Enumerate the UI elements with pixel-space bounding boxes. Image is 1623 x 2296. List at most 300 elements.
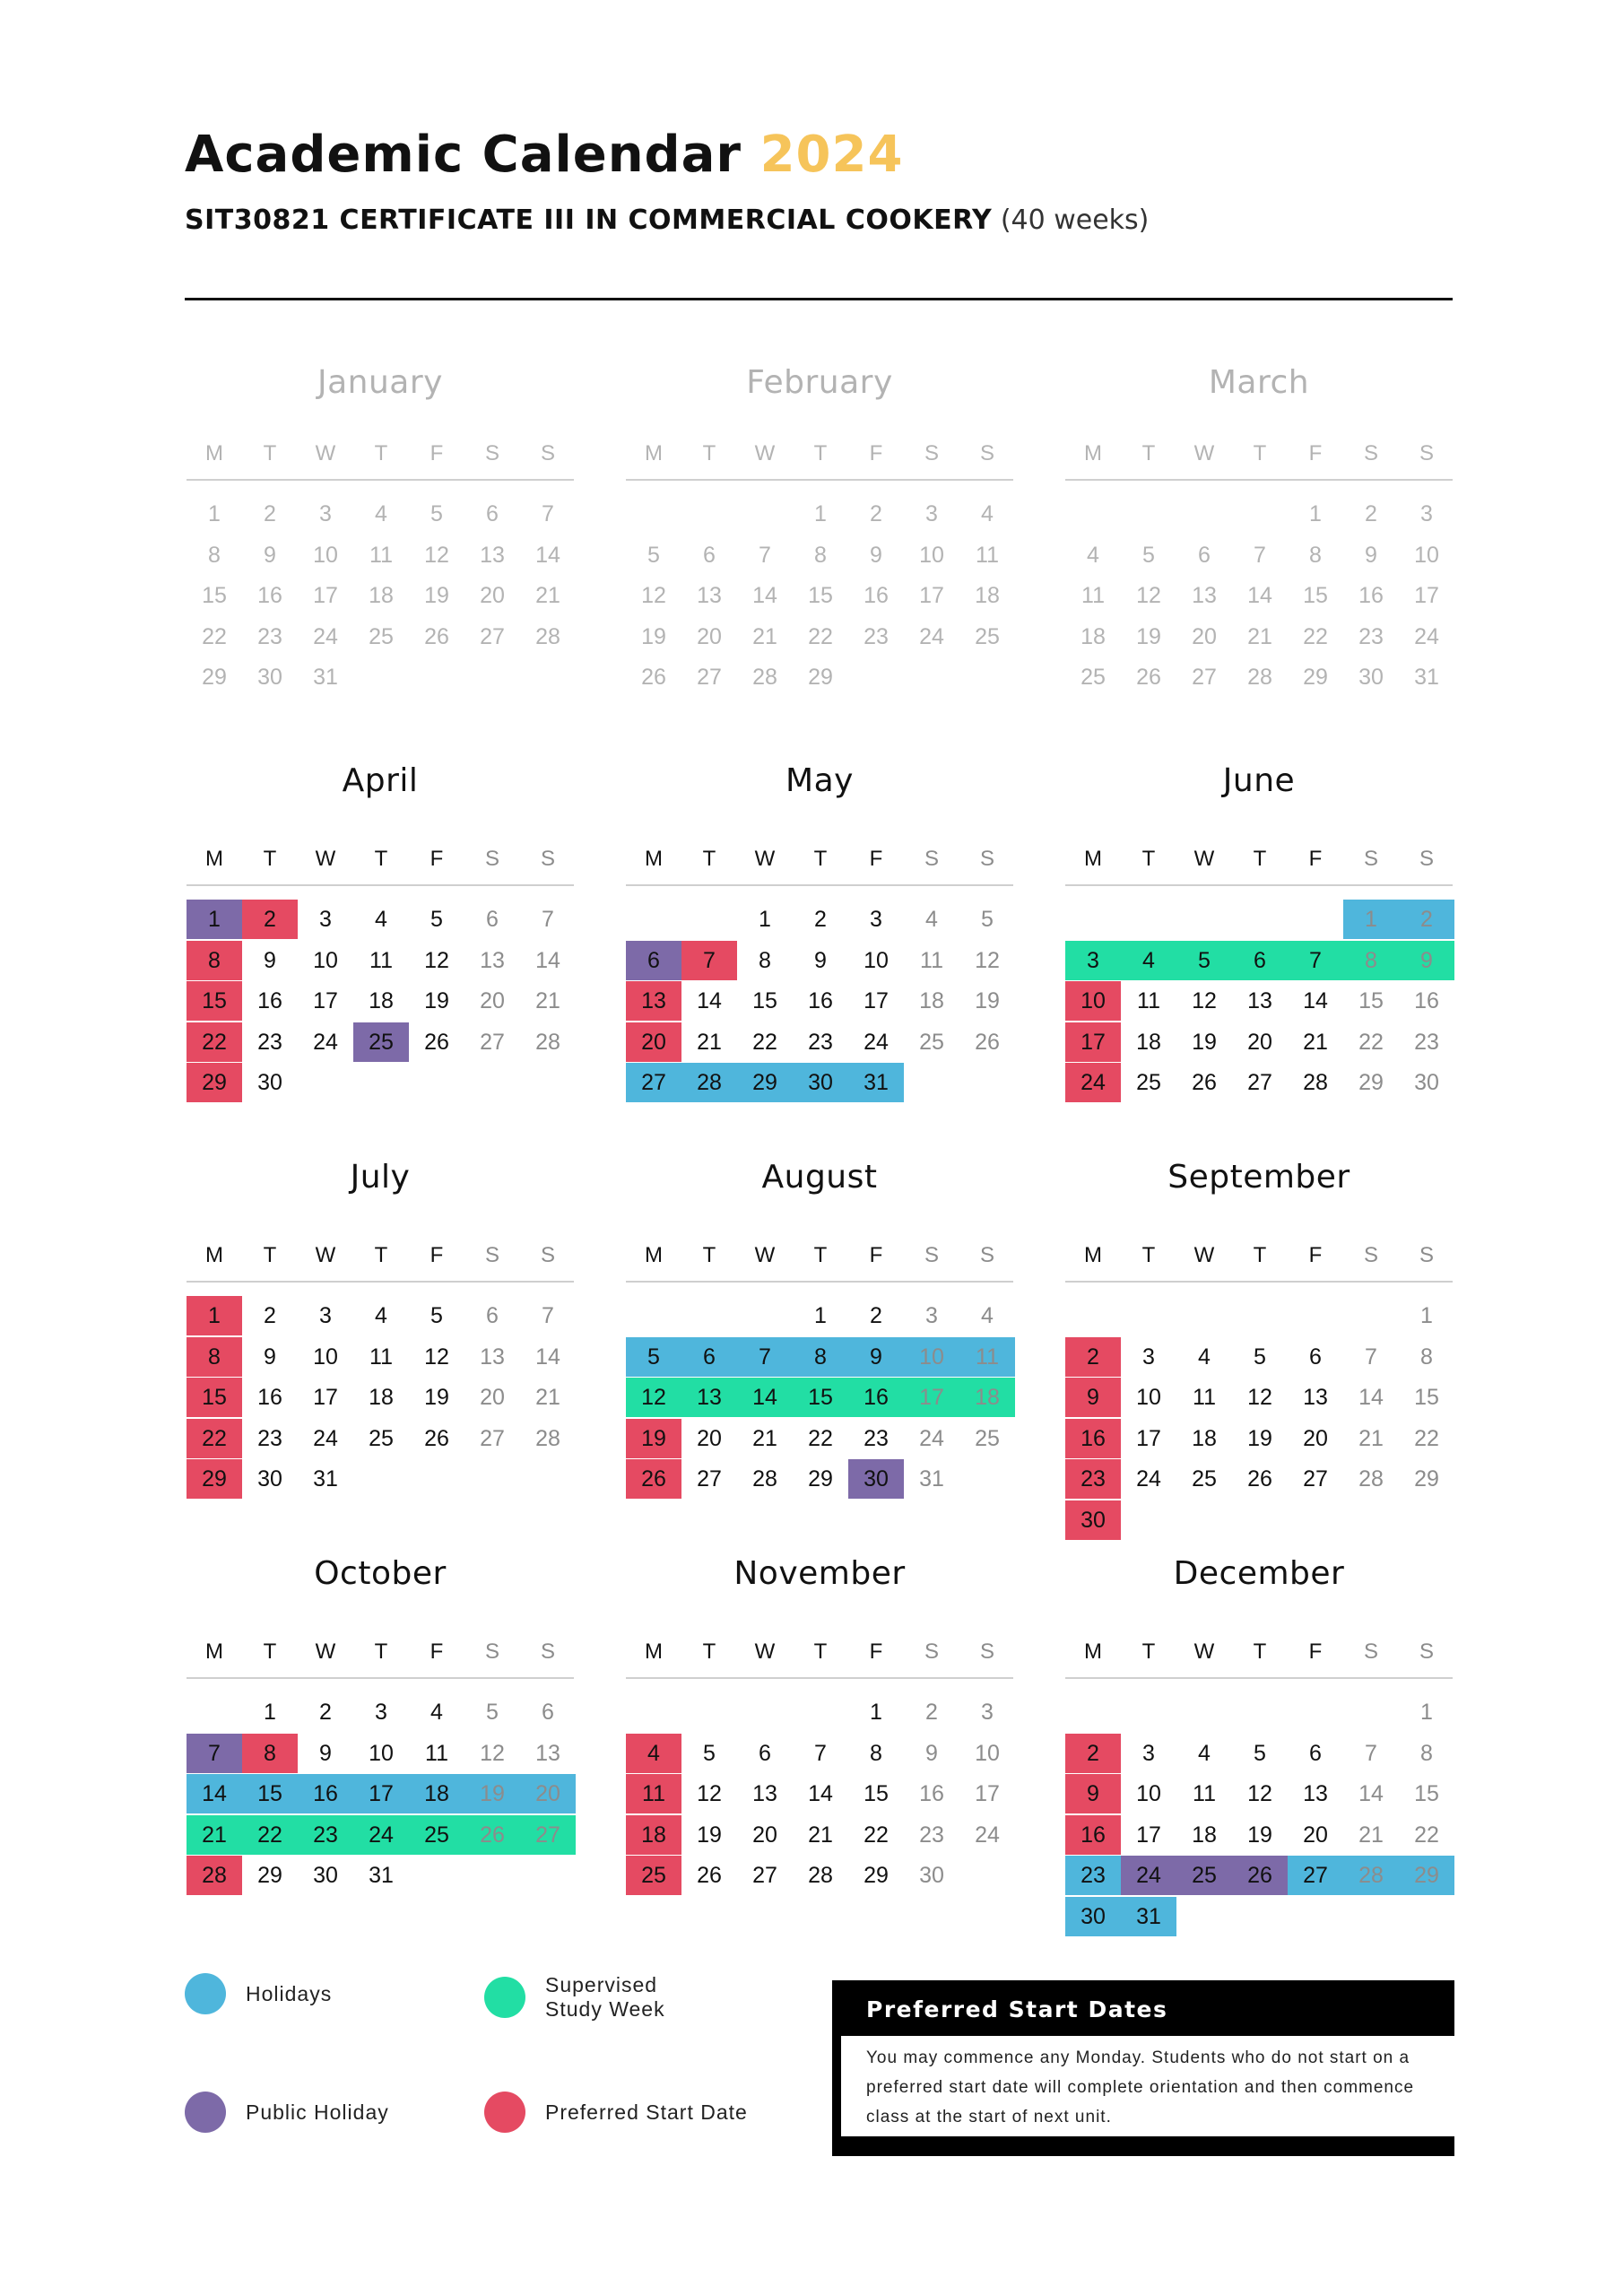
day-cell: 29 [1399,1856,1454,1895]
day-cell: 28 [187,1856,242,1895]
day-cell: 23 [257,1425,282,1451]
day-cell: 30 [919,1863,944,1888]
day-cell: 8 [187,1337,242,1377]
day-cell: 18 [1136,1029,1161,1055]
day-cell: 5 [1254,1344,1266,1370]
weekday-header: W [315,1639,336,1664]
day-cell: 26 [1232,1856,1288,1895]
day-cell: 4 [925,907,938,932]
weekday-header: W [315,847,336,871]
weekday-header: M [1084,847,1102,871]
day-cell: 17 [313,988,338,1013]
day-cell: 12 [480,1740,505,1766]
day-cell: 1 [1420,1700,1433,1725]
day-cell: 20 [480,583,505,608]
weekday-header: F [869,441,883,465]
day-cell: 15 [1358,988,1384,1013]
weekday-header: W [315,441,336,465]
day-cell: 28 [1343,1856,1399,1895]
weekday-header: S [1363,441,1378,465]
day-cell: 29 [808,1466,833,1492]
day-cell: 18 [1081,623,1106,649]
weekday-header: T [1253,1639,1267,1664]
day-cell: 10 [1136,1781,1161,1806]
day-cell: 8 [1420,1344,1433,1370]
weekday-header: T [1253,1243,1267,1267]
day-cell: 27 [520,1815,576,1855]
day-cell: 25 [626,1856,681,1895]
weekday-header: S [1363,1243,1378,1267]
day-cell: 30 [1414,1070,1439,1095]
day-cell: 30 [1065,1897,1121,1936]
day-cell: 14 [752,583,777,608]
month-january [187,364,574,759]
day-cell: 23 [808,1029,833,1055]
day-cell: 13 [480,947,505,973]
day-cell: 29 [737,1063,793,1102]
legend-label: Preferred Start Date [545,2100,748,2124]
month-name: May [785,762,854,799]
day-cell: 2 [1399,900,1454,939]
day-cell: 25 [975,1425,1000,1451]
day-cell: 29 [187,1459,242,1499]
day-cell: 4 [375,501,387,526]
day-cell: 7 [542,1303,554,1328]
day-cell: 29 [808,665,833,690]
day-cell: 6 [626,941,681,980]
course-subtitle [185,204,1149,236]
weekday-header: T [702,441,716,465]
day-cell: 14 [1247,583,1272,608]
day-cell: 5 [647,542,660,568]
day-cell: 6 [486,907,499,932]
weekday-header: W [754,847,776,871]
weekday-header: M [645,1243,663,1267]
weekday-header: T [702,847,716,871]
weekday-header: M [205,1639,223,1664]
day-cell: 22 [1358,1029,1384,1055]
day-cell: 11 [425,1740,448,1766]
day-cell: 26 [641,665,666,690]
day-cell: 28 [1247,665,1272,690]
day-cell: 11 [976,542,999,568]
day-cell: 23 [919,1822,944,1848]
day-cell: 3 [925,1303,938,1328]
weekday-header: S [1419,1243,1434,1267]
day-cell: 29 [1303,665,1328,690]
day-cell: 21 [535,1385,560,1410]
month-divider [187,1281,574,1283]
month-march [1065,364,1453,759]
day-cell: 5 [1254,1740,1266,1766]
day-cell: 8 [759,947,771,973]
day-cell: 19 [424,1385,449,1410]
day-cell: 25 [353,1022,409,1062]
day-cell: 22 [752,1029,777,1055]
weekday-header: F [430,1639,444,1664]
day-cell: 8 [814,542,827,568]
day-cell: 23 [298,1815,353,1855]
day-cell: 23 [1065,1459,1121,1499]
day-cell: 25 [919,1029,944,1055]
day-cell: 2 [1065,1337,1121,1377]
day-cell: 24 [313,623,338,649]
day-cell: 30 [848,1459,904,1499]
day-cell: 4 [626,1734,681,1773]
day-cell: 27 [480,1029,505,1055]
weekday-header: F [1308,1639,1323,1664]
day-cell: 24 [919,623,944,649]
day-cell: 1 [1309,501,1322,526]
day-cell: 6 [703,542,716,568]
day-cell: 14 [1303,988,1328,1013]
month-name: June [1222,762,1296,799]
day-cell: 27 [626,1063,681,1102]
day-cell: 4 [1121,941,1176,980]
day-cell: 27 [1192,665,1217,690]
month-divider [626,479,1013,481]
month-divider [187,479,574,481]
day-cell: 27 [752,1863,777,1888]
month-name: February [746,364,893,401]
day-cell: 6 [486,1303,499,1328]
day-cell: 25 [1192,1466,1217,1492]
day-cell: 24 [1121,1856,1176,1895]
day-cell: 17 [919,583,944,608]
day-cell: 11 [1193,1781,1216,1806]
day-cell: 29 [187,1063,242,1102]
month-february [626,364,1013,759]
day-cell: 5 [486,1700,499,1725]
weekday-header: S [484,441,499,465]
weekday-header: F [430,1243,444,1267]
month-june [1065,762,1453,1164]
day-cell: 26 [975,1029,1000,1055]
day-cell: 10 [1136,1385,1161,1410]
day-cell: 27 [1288,1856,1343,1895]
month-name: November [733,1555,906,1592]
legend-supervised-study-week [484,1973,665,2022]
day-cell: 15 [1414,1385,1439,1410]
day-cell: 8 [1343,941,1399,980]
month-september [1065,1159,1453,1561]
day-cell: 18 [409,1774,464,1813]
day-cell: 26 [697,1863,722,1888]
month-divider [1065,1677,1453,1679]
day-cell: 17 [1136,1425,1161,1451]
day-cell: 4 [430,1700,443,1725]
day-cell: 2 [925,1700,938,1725]
legend-label: Supervised Study Week [545,1973,665,2021]
day-cell: 24 [975,1822,1000,1848]
public-holiday-swatch [185,2092,226,2133]
holidays-swatch [185,1973,226,2014]
day-cell: 11 [369,947,393,973]
day-cell: 5 [703,1740,716,1766]
day-cell: 31 [313,665,338,690]
weekday-header: T [1141,1243,1156,1267]
day-cell: 17 [864,988,889,1013]
month-name: August [761,1159,878,1196]
day-cell: 6 [1309,1344,1322,1370]
day-cell: 19 [1136,623,1161,649]
day-cell: 17 [1065,1022,1121,1062]
day-cell: 1 [759,907,771,932]
day-cell: 10 [1065,981,1121,1021]
month-name: September [1167,1159,1350,1196]
day-cell: 26 [626,1459,681,1499]
month-divider [626,1281,1013,1283]
day-cell: 28 [808,1863,833,1888]
day-cell: 13 [1192,583,1217,608]
day-cell: 21 [1358,1822,1384,1848]
month-divider [626,884,1013,886]
day-cell: 16 [1065,1815,1121,1855]
day-cell: 23 [1358,623,1384,649]
weekday-header: F [869,847,883,871]
day-cell: 2 [264,501,276,526]
day-cell: 2 [242,900,298,939]
weekday-header: W [315,1243,336,1267]
day-cell: 9 [264,1344,276,1370]
day-cell: 9 [264,947,276,973]
month-august [626,1159,1013,1561]
day-cell: 15 [793,1378,848,1417]
day-cell: 28 [681,1063,737,1102]
day-cell: 14 [187,1774,242,1813]
day-cell: 28 [1303,1070,1328,1095]
preferred-start-dates-box [832,1980,1454,2156]
day-cell: 22 [187,1419,242,1458]
day-cell: 26 [1247,1466,1272,1492]
day-cell: 19 [1247,1425,1272,1451]
day-cell: 4 [981,1303,994,1328]
day-cell: 20 [480,1385,505,1410]
day-cell: 15 [752,988,777,1013]
day-cell: 28 [752,1466,777,1492]
weekday-header: T [263,1243,277,1267]
weekday-header: F [869,1243,883,1267]
day-cell: 13 [480,1344,505,1370]
day-cell: 11 [1081,583,1105,608]
day-cell: 12 [1136,583,1161,608]
day-cell: 7 [1365,1344,1377,1370]
weekday-header: S [540,847,555,871]
day-cell: 8 [242,1734,298,1773]
day-cell: 10 [369,1740,394,1766]
day-cell: 5 [626,1337,681,1377]
weekday-header: S [484,1243,499,1267]
weekday-header: S [924,441,939,465]
day-cell: 7 [759,542,771,568]
day-cell: 13 [752,1781,777,1806]
weekday-header: T [702,1243,716,1267]
day-cell: 20 [480,988,505,1013]
day-cell: 21 [697,1029,722,1055]
weekday-header: T [374,441,388,465]
day-cell: 12 [1247,1385,1272,1410]
weekday-header: S [1419,1639,1434,1664]
day-cell: 29 [864,1863,889,1888]
day-cell: 4 [1198,1344,1211,1370]
weekday-header: M [205,441,223,465]
day-cell: 6 [542,1700,554,1725]
day-cell: 19 [464,1774,520,1813]
day-cell: 9 [870,542,882,568]
weekday-header: W [1193,847,1215,871]
day-cell: 18 [1192,1425,1217,1451]
day-cell: 12 [424,947,449,973]
day-cell: 31 [1414,665,1439,690]
weekday-header: T [374,1243,388,1267]
day-cell: 18 [919,988,944,1013]
day-cell: 16 [257,988,282,1013]
day-cell: 5 [1142,542,1155,568]
course-duration: (40 weeks) [1000,204,1150,236]
day-cell: 20 [697,623,722,649]
day-cell: 1 [870,1700,882,1725]
day-cell: 10 [864,947,889,973]
day-cell: 13 [1303,1781,1328,1806]
day-cell: 5 [981,907,994,932]
day-cell: 3 [925,501,938,526]
day-cell: 15 [1414,1781,1439,1806]
day-cell: 25 [1176,1856,1232,1895]
day-cell: 21 [535,988,560,1013]
day-cell: 21 [1358,1425,1384,1451]
day-cell: 1 [1343,900,1399,939]
day-cell: 30 [313,1863,338,1888]
day-cell: 9 [814,947,827,973]
month-divider [1065,479,1453,481]
day-cell: 2 [264,1303,276,1328]
day-cell: 4 [375,907,387,932]
day-cell: 10 [919,542,944,568]
month-name: April [342,762,419,799]
page-title [185,126,903,184]
day-cell: 22 [1414,1822,1439,1848]
month-name: July [350,1159,411,1196]
day-cell: 1 [264,1700,276,1725]
day-cell: 21 [752,623,777,649]
day-cell: 16 [1358,583,1384,608]
weekday-header: T [1141,441,1156,465]
month-divider [1065,884,1453,886]
day-cell: 25 [975,623,1000,649]
day-cell: 9 [1065,1378,1121,1417]
day-cell: 30 [257,1070,282,1095]
month-divider [626,1677,1013,1679]
day-cell: 7 [1254,542,1266,568]
day-cell: 22 [1303,623,1328,649]
day-cell: 3 [1142,1344,1155,1370]
day-cell: 9 [1399,941,1454,980]
day-cell: 12 [424,1344,449,1370]
weekday-header: S [1419,441,1434,465]
day-cell: 11 [959,1337,1015,1377]
weekday-header: T [813,1639,828,1664]
day-cell: 15 [187,1378,242,1417]
day-cell: 17 [904,1378,959,1417]
day-cell: 10 [313,542,338,568]
day-cell: 3 [1420,501,1433,526]
month-july [187,1159,574,1561]
day-cell: 16 [298,1774,353,1813]
day-cell: 15 [1303,583,1328,608]
weekday-header: F [1308,1243,1323,1267]
day-cell: 24 [1065,1063,1121,1102]
weekday-header: S [540,1639,555,1664]
month-october [187,1555,574,1957]
header-divider [185,298,1453,300]
day-cell: 11 [626,1774,681,1813]
day-cell: 6 [759,1740,771,1766]
month-divider [1065,1281,1453,1283]
day-cell: 6 [1198,542,1211,568]
day-cell: 15 [864,1781,889,1806]
day-cell: 6 [1309,1740,1322,1766]
day-cell: 2 [870,1303,882,1328]
day-cell: 7 [187,1734,242,1773]
day-cell: 15 [242,1774,298,1813]
month-november [626,1555,1013,1957]
day-cell: 18 [369,988,394,1013]
weekday-header: T [263,441,277,465]
day-cell: 21 [752,1425,777,1451]
day-cell: 22 [808,1425,833,1451]
day-cell: 2 [1065,1734,1121,1773]
day-cell: 17 [1136,1822,1161,1848]
weekday-header: F [869,1639,883,1664]
day-cell: 22 [1414,1425,1439,1451]
day-cell: 17 [975,1781,1000,1806]
day-cell: 14 [737,1378,793,1417]
day-cell: 4 [981,501,994,526]
day-cell: 29 [257,1863,282,1888]
day-cell: 5 [430,501,443,526]
day-cell: 25 [409,1815,464,1855]
day-cell: 15 [202,583,227,608]
day-cell: 31 [369,1863,394,1888]
day-cell: 19 [626,1419,681,1458]
day-cell: 3 [319,501,332,526]
day-cell: 16 [808,988,833,1013]
day-cell: 3 [1142,1740,1155,1766]
day-cell: 14 [697,988,722,1013]
weekday-header: S [924,1243,939,1267]
day-cell: 3 [375,1700,387,1725]
day-cell: 23 [1065,1856,1121,1895]
day-cell: 10 [313,1344,338,1370]
weekday-header: W [1193,441,1215,465]
day-cell: 10 [1414,542,1439,568]
day-cell: 30 [257,665,282,690]
day-cell: 22 [864,1822,889,1848]
day-cell: 13 [681,1378,737,1417]
day-cell: 1 [1420,1303,1433,1328]
day-cell: 29 [1358,1070,1384,1095]
day-cell: 9 [1365,542,1377,568]
day-cell: 28 [535,1425,560,1451]
day-cell: 21 [187,1815,242,1855]
day-cell: 7 [1365,1740,1377,1766]
day-cell: 21 [1303,1029,1328,1055]
day-cell: 13 [1247,988,1272,1013]
day-cell: 19 [424,988,449,1013]
day-cell: 21 [808,1822,833,1848]
day-cell: 10 [975,1740,1000,1766]
weekday-header: W [754,1243,776,1267]
